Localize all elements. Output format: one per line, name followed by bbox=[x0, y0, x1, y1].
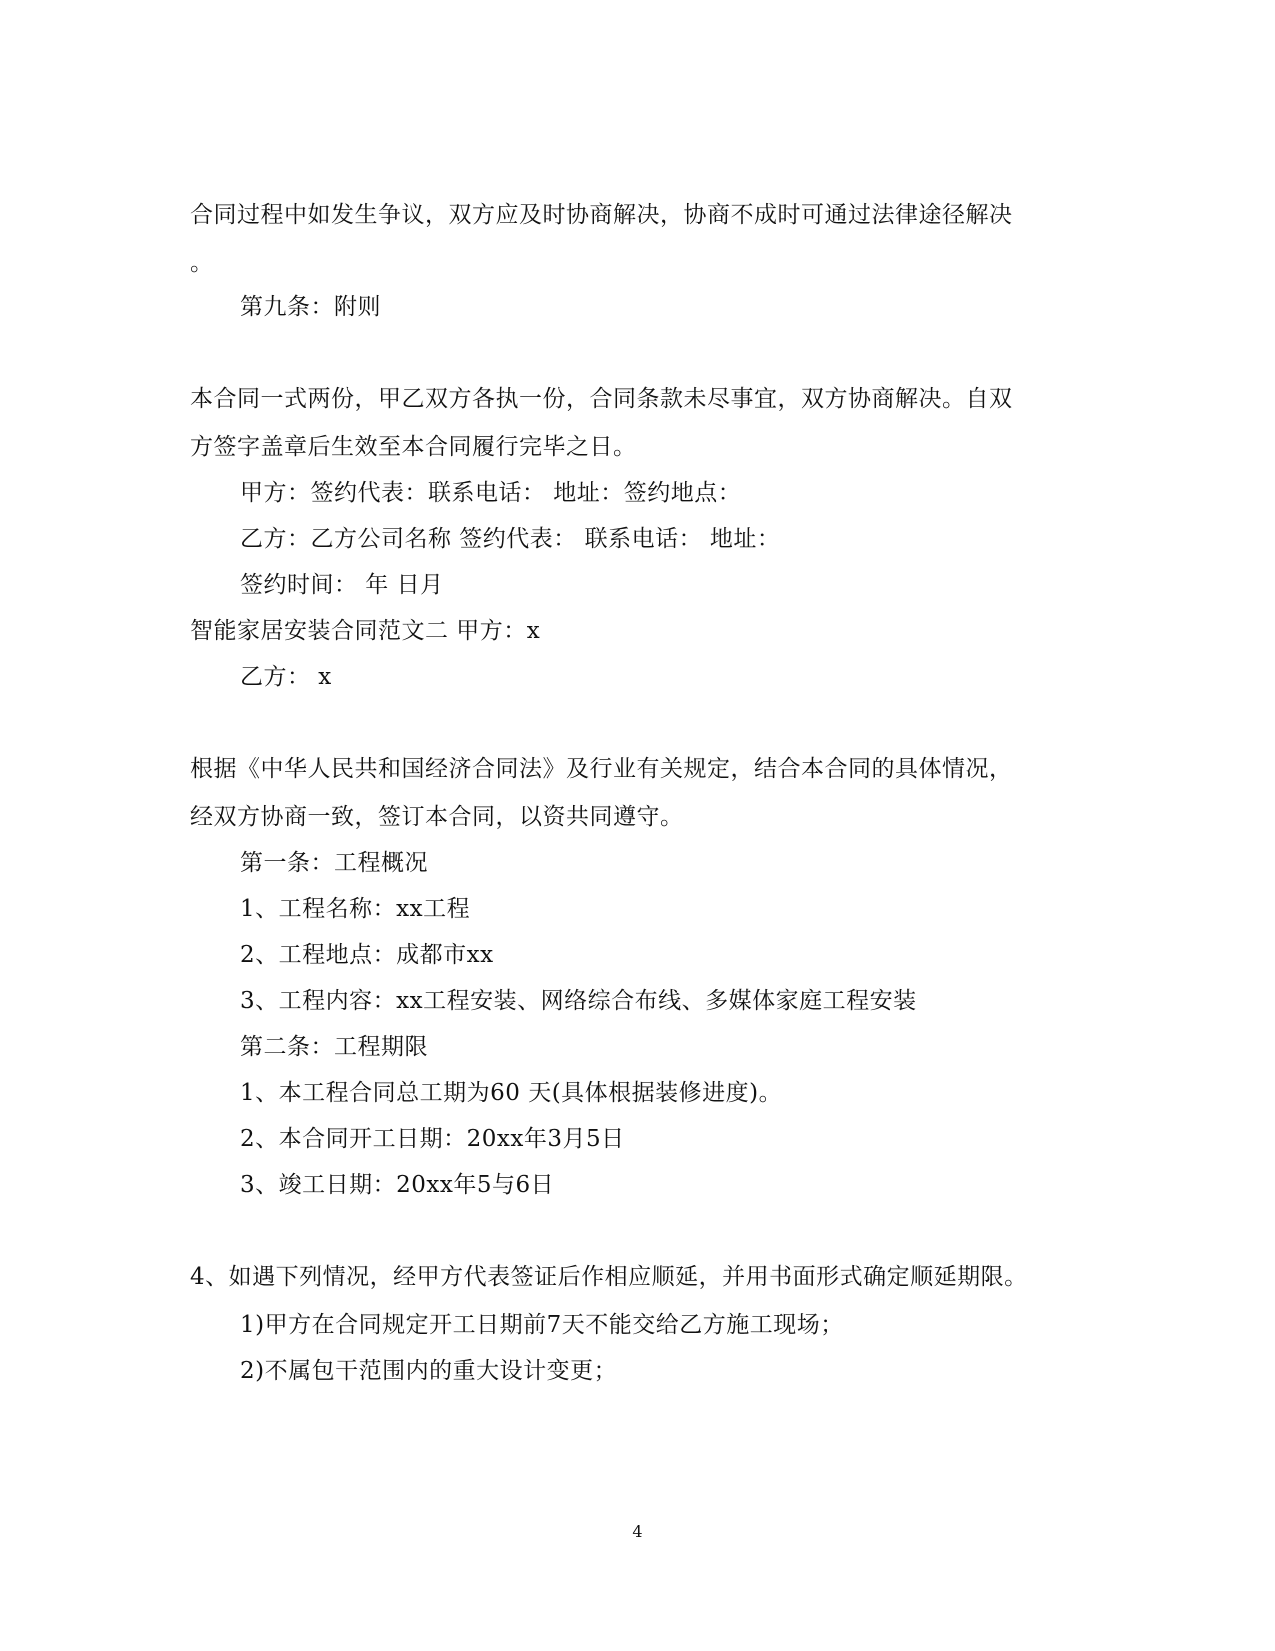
article-heading: 第九条：附则 bbox=[240, 294, 381, 320]
list-item: 3、竣工日期：20xx年5与6日 bbox=[240, 1172, 555, 1198]
list-item: 4、如遇下列情况，经甲方代表签证后作相应顺延，并用书面形式确定顺延期限。 bbox=[190, 1264, 1028, 1290]
list-item: 1、工程名称：xx工程 bbox=[240, 896, 471, 922]
list-item: 3、工程内容：xx工程安装、网络综合布线、多媒体家庭工程安装 bbox=[240, 988, 917, 1014]
party-a-line: 甲方：签约代表：联系电话： 地址：签约地点： bbox=[240, 480, 742, 506]
list-item: 1、本工程合同总工期为60 天(具体根据装修进度)。 bbox=[240, 1080, 783, 1106]
text-line: 合同过程中如发生争议，双方应及时协商解决，协商不成时可通过法律途径解决 bbox=[190, 202, 1013, 228]
article-heading: 第一条：工程概况 bbox=[240, 850, 428, 876]
list-item: 2)不属包干范围内的重大设计变更； bbox=[240, 1358, 618, 1384]
signing-date-line: 签约时间： 年 日月 bbox=[240, 572, 444, 598]
text-line: 经双方协商一致，签订本合同，以资共同遵守。 bbox=[190, 804, 684, 830]
list-item: 2、工程地点：成都市xx bbox=[240, 942, 494, 968]
party-b-line: 乙方：乙方公司名称 签约代表： 联系电话： 地址： bbox=[240, 526, 781, 552]
text-line: 本合同一式两份，甲乙双方各执一份，合同条款未尽事宜，双方协商解决。自双 bbox=[190, 386, 1013, 412]
list-item: 2、本合同开工日期：20xx年3月5日 bbox=[240, 1126, 625, 1152]
section-title: 智能家居安装合同范文二 甲方：x bbox=[190, 618, 541, 644]
text-line: 根据《中华人民共和国经济合同法》及行业有关规定，结合本合同的具体情况， bbox=[190, 756, 1013, 782]
article-heading: 第二条：工程期限 bbox=[240, 1034, 428, 1060]
page-number: 4 bbox=[632, 1522, 643, 1541]
text-line: 方签字盖章后生效至本合同履行完毕之日。 bbox=[190, 434, 637, 460]
list-item: 1)甲方在合同规定开工日期前7天不能交给乙方施工现场； bbox=[240, 1312, 844, 1338]
party-b-line: 乙方： x bbox=[240, 664, 332, 690]
text-line: 。 bbox=[190, 250, 214, 276]
